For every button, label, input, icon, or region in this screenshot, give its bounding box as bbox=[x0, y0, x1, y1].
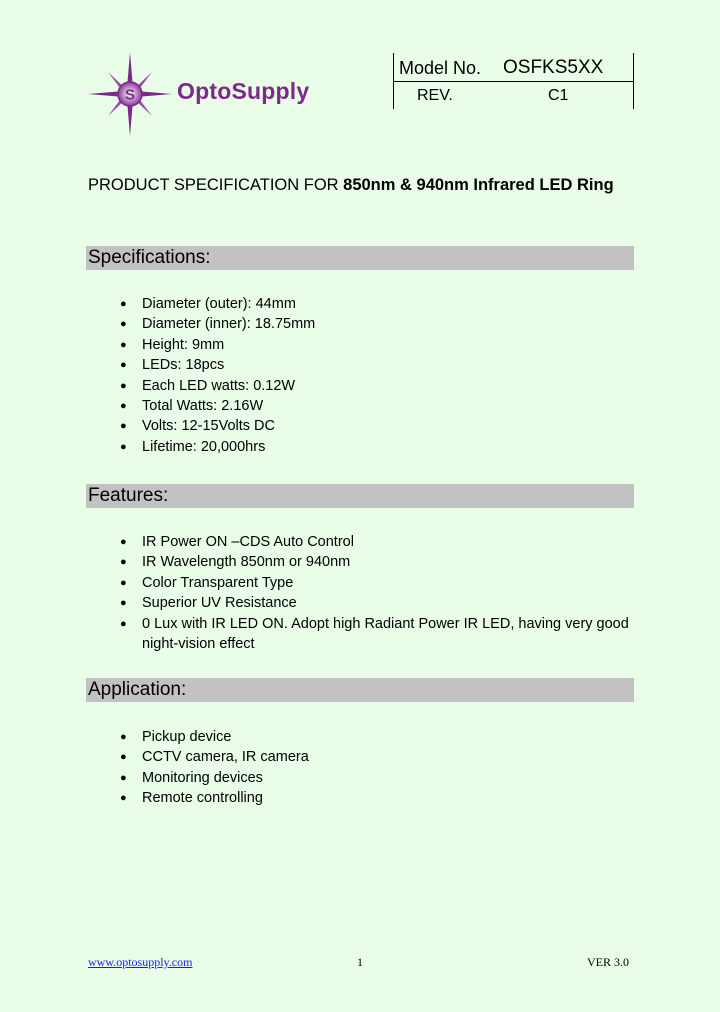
list-item bbox=[118, 768, 638, 788]
list-item bbox=[118, 376, 638, 396]
bullet-icon: ● bbox=[120, 298, 127, 310]
list-item-text: Height: 9mm bbox=[142, 336, 225, 353]
bullet-icon: ● bbox=[120, 617, 127, 630]
list-item-text: Diameter (outer): 44mm bbox=[142, 296, 296, 312]
bullet-icon: ● bbox=[120, 359, 127, 372]
page-title bbox=[88, 176, 614, 195]
list-item-text: Each LED watts: 0.12W bbox=[142, 377, 296, 394]
list-item-text: Lifetime: 20,000hrs bbox=[142, 438, 266, 455]
bullet-icon: ● bbox=[120, 536, 127, 548]
box-divider bbox=[393, 81, 634, 82]
bullet-icon: ● bbox=[120, 400, 127, 413]
website-link[interactable]: www.optosupply.com bbox=[88, 955, 193, 969]
model-info-box bbox=[393, 53, 634, 108]
section-heading-features: Features: bbox=[86, 484, 634, 508]
list-item bbox=[118, 747, 638, 767]
bullet-icon: ● bbox=[120, 731, 127, 743]
logo-wordmark: OptoSupply bbox=[177, 78, 310, 104]
bullet-icon: ● bbox=[120, 440, 127, 453]
list-item bbox=[118, 355, 638, 375]
list-item bbox=[118, 532, 638, 552]
list-item-text: Superior UV Resistance bbox=[142, 595, 297, 612]
section-heading-application: Application: bbox=[86, 678, 634, 702]
page-number: 1 bbox=[357, 955, 363, 969]
list-item bbox=[118, 437, 638, 457]
model-number-value: OSFKS5XX bbox=[503, 57, 604, 78]
starburst-logo-icon bbox=[86, 52, 176, 136]
revision-value: C1 bbox=[548, 87, 569, 104]
bullet-icon: ● bbox=[120, 576, 127, 589]
list-item bbox=[118, 416, 638, 436]
list-item-text: Remote controlling bbox=[142, 790, 263, 807]
list-item-text: Volts: 12-15Volts DC bbox=[142, 418, 275, 435]
company-logo bbox=[86, 52, 326, 136]
list-item-text: Monitoring devices bbox=[142, 769, 263, 786]
list-item-text: IR Power ON –CDS Auto Control bbox=[142, 534, 354, 550]
list-item bbox=[118, 552, 638, 572]
list-item-text: 0 Lux with IR LED ON. Adopt high Radiant Power IR LED, having very good night-vision effect bbox=[142, 615, 629, 653]
list-item-text: Pickup device bbox=[142, 729, 232, 745]
list-item bbox=[118, 294, 638, 314]
list-item-text: IR Wavelength 850nm or 940nm bbox=[142, 554, 351, 571]
bullet-icon: ● bbox=[120, 556, 127, 569]
list-item-text: Color Transparent Type bbox=[142, 574, 294, 591]
bullet-icon: ● bbox=[120, 420, 127, 433]
logo-monogram: S bbox=[124, 86, 136, 104]
list-item bbox=[118, 573, 638, 593]
bullet-icon: ● bbox=[120, 338, 127, 351]
title-prefix: PRODUCT SPECIFICATION FOR bbox=[88, 176, 344, 194]
list-item bbox=[118, 314, 638, 334]
list-item bbox=[118, 593, 638, 613]
specifications-list bbox=[118, 294, 638, 457]
bullet-icon: ● bbox=[120, 771, 127, 784]
application-list bbox=[118, 727, 638, 809]
bullet-icon: ● bbox=[120, 792, 127, 805]
features-list bbox=[118, 532, 638, 654]
bullet-icon: ● bbox=[120, 379, 127, 392]
revision-label: REV. bbox=[417, 87, 453, 104]
bullet-icon: ● bbox=[120, 318, 127, 331]
version-label: VER 3.0 bbox=[587, 955, 629, 969]
list-item bbox=[118, 788, 638, 808]
section-heading-specifications: Specifications: bbox=[86, 246, 634, 270]
list-item-text: LEDs: 18pcs bbox=[142, 357, 225, 374]
list-item-text: Diameter (inner): 18.75mm bbox=[142, 316, 316, 333]
list-item-text: Total Watts: 2.16W bbox=[142, 398, 264, 415]
model-number-label: Model No. bbox=[399, 58, 482, 78]
list-item bbox=[118, 396, 638, 416]
bullet-icon: ● bbox=[120, 597, 127, 610]
list-item bbox=[118, 614, 638, 655]
title-product: 850nm & 940nm Infrared LED Ring bbox=[343, 176, 614, 194]
list-item bbox=[118, 335, 638, 355]
list-item-text: CCTV camera, IR camera bbox=[142, 749, 309, 766]
bullet-icon: ● bbox=[120, 751, 127, 764]
list-item bbox=[118, 727, 638, 747]
